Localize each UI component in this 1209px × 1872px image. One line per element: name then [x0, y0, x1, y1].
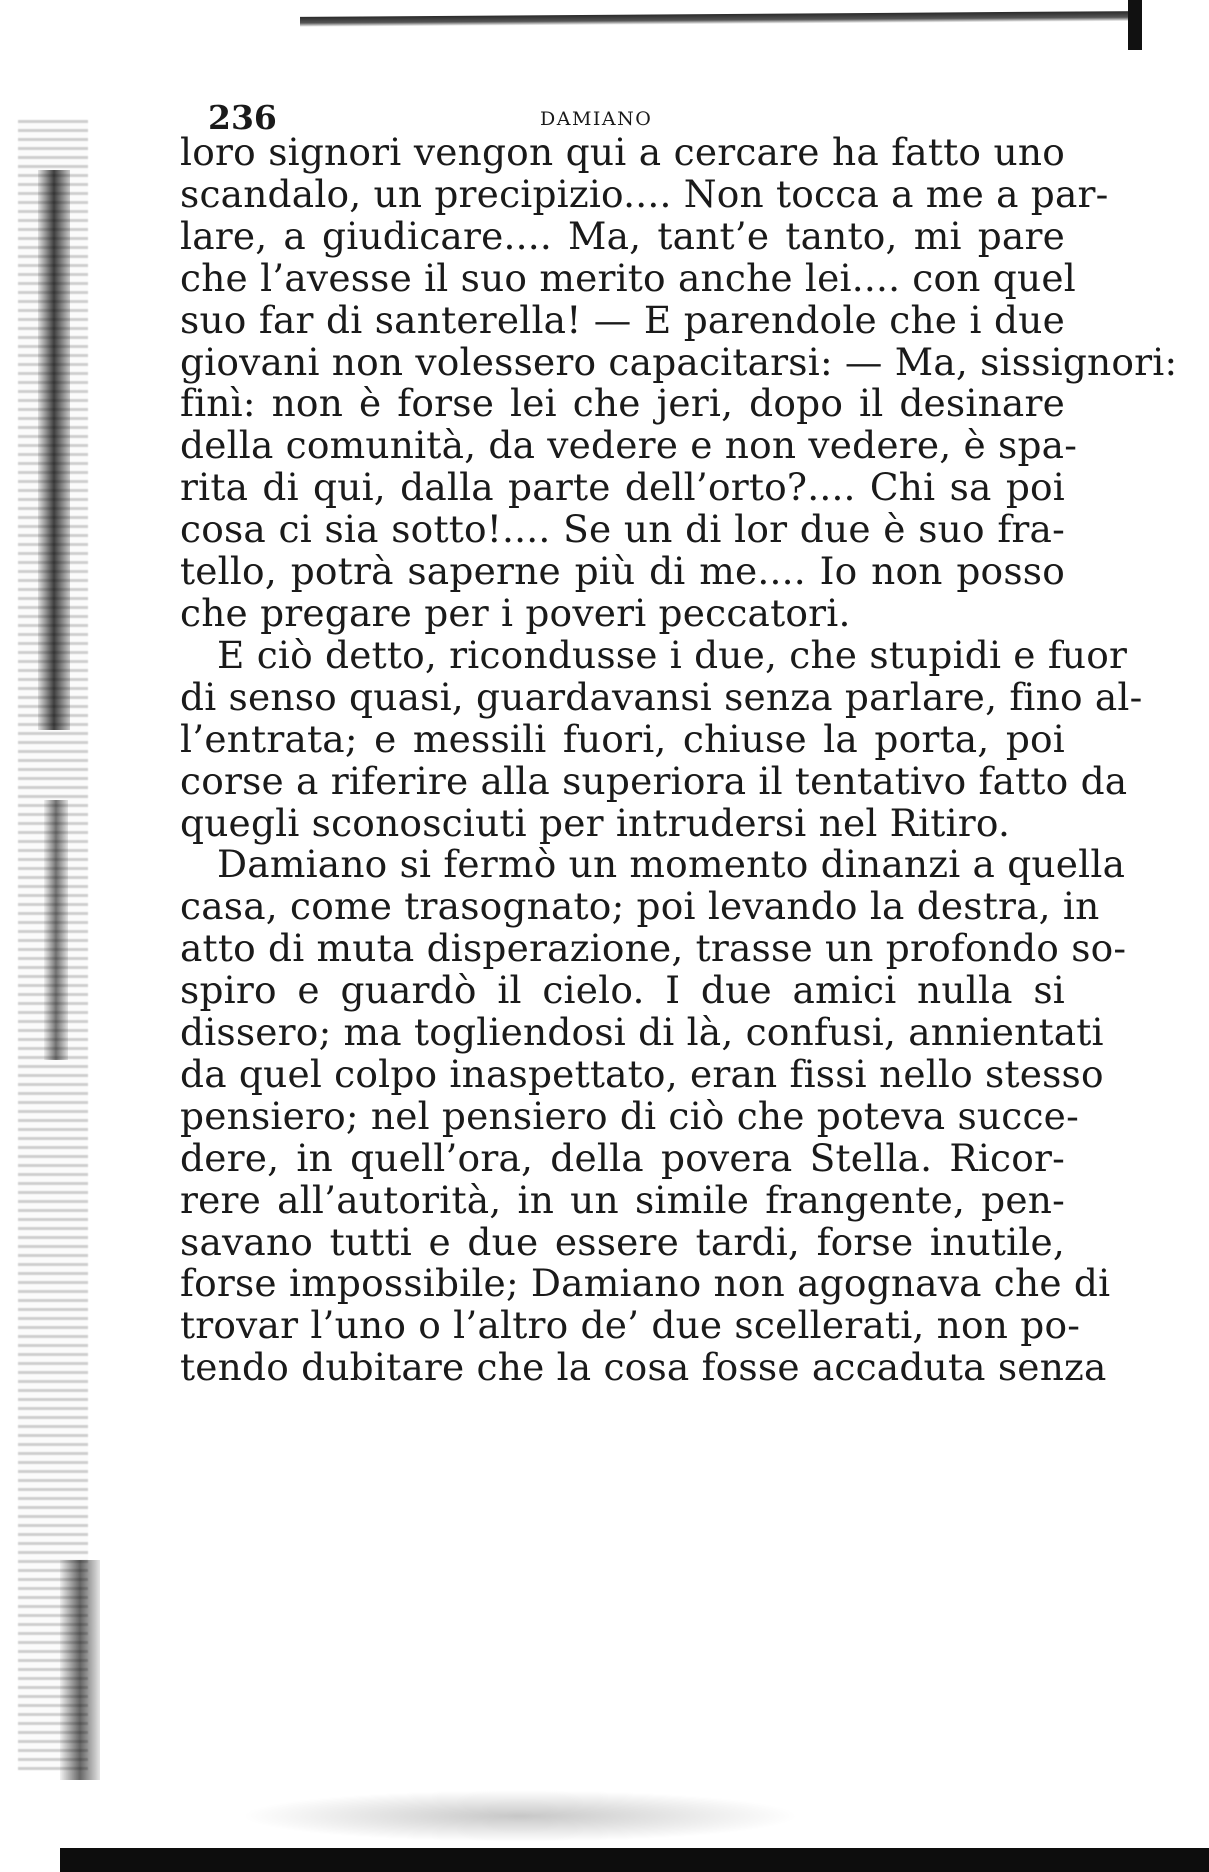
text-line: tello, potrà saperne più di me.... Io non posso — [180, 549, 1065, 594]
text-line: dere, in quell’ora, della povera Stella. Ricor- — [180, 1135, 1065, 1180]
text-line: loro signori vengon qui a cercare ha fatto uno — [180, 130, 1065, 174]
text-line: trovar l’uno o l’altro de’ due scellerati, non po- — [180, 1303, 1081, 1348]
text-line: giovani non volessero capacitarsi: — Ma, sissignori: — [180, 339, 1178, 384]
text-line: atto di muta disperazione, trasse un profondo so- — [180, 926, 1127, 971]
binding-shadow-lower — [60, 1560, 100, 1780]
binding-shadow-upper — [38, 170, 70, 730]
text-line: forse impossibile; Damiano non agognava che di — [180, 1261, 1111, 1306]
scan-bottom-border — [60, 1848, 1209, 1872]
text-line: lare, a giudicare.... Ma, tant’e tanto, mi pare — [180, 213, 1065, 258]
text-line: tendo dubitare che la cosa fosse accaduta senza — [180, 1345, 1107, 1390]
text-line: rere all’autorità, in un simile frangente, pen- — [180, 1177, 1065, 1222]
running-title: DAMIANO — [540, 108, 653, 130]
page-number: 236 — [208, 98, 277, 137]
text-line: rita di qui, dalla parte dell’orto?.... Chi sa poi — [180, 465, 1065, 510]
text-line: savano tutti e due essere tardi, forse inutile, — [180, 1219, 1065, 1264]
paragraph-end-line: che pregare per i poveri peccatori. — [180, 590, 851, 635]
paragraph-start-line: Damiano si fermò un momento dinanzi a quella — [217, 842, 1126, 887]
scan-corner-mark — [1128, 0, 1142, 50]
binding-shadow-middle — [44, 800, 68, 1060]
body-text — [180, 130, 1178, 1390]
text-line: di senso quasi, guardavansi senza parlare, fino al- — [180, 674, 1143, 719]
paragraph-end-line: quegli sconosciuti per intrudersi nel Ritiro. — [180, 800, 1011, 845]
text-line: che l’avesse il suo merito anche lei.... con quel — [180, 255, 1076, 300]
running-head — [170, 80, 1070, 137]
scan-smudge — [240, 1790, 800, 1842]
text-line: pensiero; nel pensiero di ciò che poteva succe- — [180, 1093, 1079, 1138]
text-line: spiro e guardò il cielo. I due amici nulla si — [180, 968, 1065, 1013]
text-line: casa, come trasognato; poi levando la destra, in — [180, 884, 1100, 929]
text-line: suo far di santerella! — E parendole che i due — [180, 297, 1065, 342]
book-page — [170, 80, 1178, 1390]
scan-top-border — [300, 11, 1140, 27]
text-line: cosa ci sia sotto!.... Se un di lor due è suo fra- — [180, 507, 1065, 552]
text-line: corse a riferire alla superiora il tentativo fatto da — [180, 758, 1128, 803]
text-line: finì: non è forse lei che jeri, dopo il desinare — [180, 381, 1065, 426]
text-line: scandalo, un precipizio.... Non tocca a me a par- — [180, 171, 1109, 216]
paragraph-start-line: E ciò detto, ricondusse i due, che stupidi e fuor — [217, 632, 1128, 677]
text-line: della comunità, da vedere e non vedere, è spa- — [180, 423, 1078, 468]
text-line: l’entrata; e messili fuori, chiuse la porta, poi — [180, 716, 1065, 761]
text-line: da quel colpo inaspettato, eran fissi nello stesso — [180, 1051, 1104, 1096]
text-line: dissero; ma togliendosi di là, confusi, annientati — [180, 1010, 1104, 1055]
